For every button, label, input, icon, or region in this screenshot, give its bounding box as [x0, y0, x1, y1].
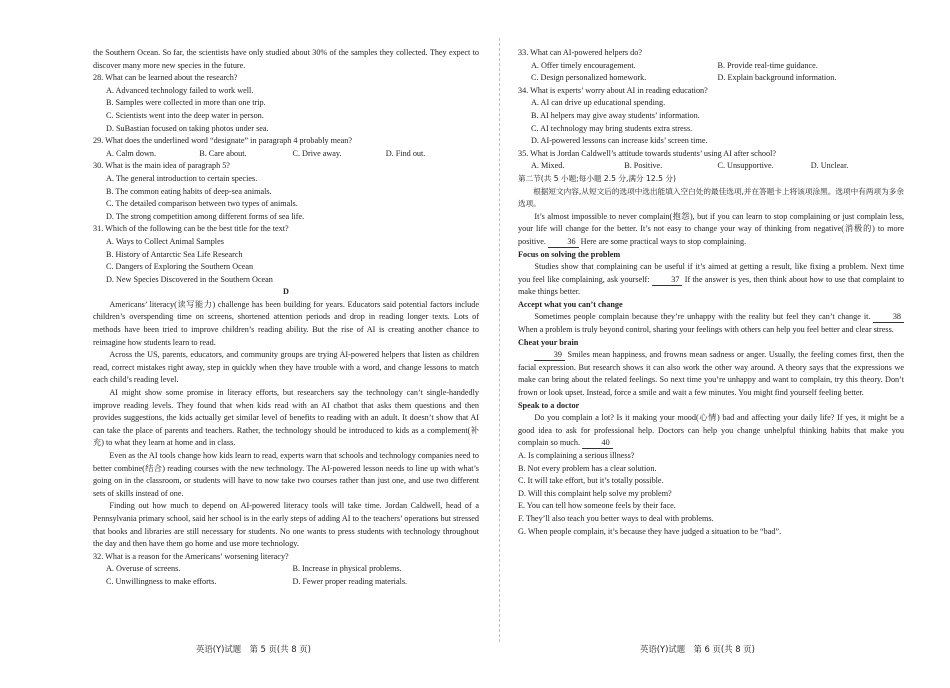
option: A. The general introduction to certain species.: [106, 173, 258, 183]
option: D. SuBastian focused on taking photos under sea.: [106, 123, 269, 133]
cloze-text: Here are some practical ways to stop complaining.: [580, 236, 747, 246]
blank-36: 36: [548, 237, 579, 248]
question-stem: 28. What can be learned about the research?: [93, 73, 238, 83]
subheading: Accept what you can’t change: [518, 299, 623, 309]
option: B. AI helpers may give away students’ information.: [531, 110, 700, 120]
options-row: [106, 576, 479, 589]
question-stem: 30. What is the main idea of paragraph 5?: [93, 161, 230, 171]
question-28: [93, 72, 479, 135]
question-stem: 33. What can AI-powered helpers do?: [518, 48, 642, 57]
option: D. Find out.: [385, 148, 426, 158]
section-d-heading: D: [283, 287, 289, 297]
cloze-text: When a problem is truly beyond control, sharing your feelings with others can help you feel better and clear stress.: [518, 325, 894, 335]
option: C. Scientists went into the deep water in person.: [106, 110, 264, 120]
page-footer-left: 英语(Y)试题 第 5 页(共 8 页): [196, 644, 311, 654]
choice-list: [518, 450, 904, 538]
cloze-text: If the answer is yes, then think about how to use that complaint to make things better.: [518, 274, 905, 297]
subheading: Speak to a doctor: [518, 400, 580, 410]
blank-38: 38: [873, 312, 904, 323]
cloze-text: Smiles mean happiness, and frowns mean sadness or anger. Usually, the feeling comes first, then the facial expression. But research shows it can also work the other way around. A theory says that the expressions we make can bring about the related feelings. So next time you’re unhappy and want to complain, try this theory. Don’t frown or look upset. Instead, force a smile and wait a few minutes. You might find yourself feeling better.: [518, 350, 905, 398]
option: D. The strong competition among different forms of sea life.: [106, 211, 305, 221]
option: A. AI can drive up educational spending.: [531, 98, 666, 108]
option: C. Design personalized homework.: [531, 73, 647, 83]
cloze-paragraph: [518, 261, 904, 299]
cloze-text: Do you complain a lot? Is it making your mood(心情) bad and affecting your daily life? If yes, it might be a good idea to ask for professional help. Doctors can help you change unhelpful thinking habits that make you complain so much.: [518, 413, 904, 448]
cloze-text: Sometimes people complain because they’re unhappy with the reality but feel they can’t change it.: [534, 312, 871, 322]
choice-item: C. It will take effort, but it’s totally possible.: [518, 476, 664, 486]
passage-d-paragraph: Across the US, parents, educators, and community groups are trying AI-powered helpers that listen as children read, correct mistakes right away, step in quickly when they have trouble with a word, and change lessons to match each child’s reading level.: [93, 350, 479, 385]
passage-d-paragraph: AI might show some promise in literacy efforts, but researchers say the technology can’t single-handedly improve reading levels. They found that when kids read with an AI chatbot that asks them questions and then provides suggestions, the kids actually get similar level of benefits to reading with an adult. It doesn’t show that AI can take the place of parents and teachers. Rather, the technology should be introduced to kids as a complement(补充) to what they learn at home and in class.: [93, 388, 479, 448]
passage-d-paragraph: Even as the AI tools change how kids learn to read, experts warn that schools and technology companies need to better combine(结合) reading courses with the new technology. The AI-powered lesson needs to line up with what’s going on in the classroom, or students will have to now take two courses rather than just one, and use two different sets of skills instead of one.: [93, 451, 479, 498]
option: A. Mixed.: [531, 161, 565, 171]
option: B. Positive.: [624, 161, 663, 171]
choice-item: G. When people complain, it’s because they have judged a situation to be “bad”.: [518, 526, 782, 536]
option: D. Unclear.: [810, 161, 849, 171]
subheading: Focus on solving the problem: [518, 249, 621, 259]
option: C. Unsupportive.: [717, 161, 774, 171]
option: C. The detailed comparison between two types of animals.: [106, 199, 298, 209]
passage-c-ending: the Southern Ocean. So far, the scientists have only studied about 30% of the samples they collected. They expect to discover many more new species in the future.: [93, 48, 479, 70]
option: B. Care about.: [199, 148, 247, 158]
option: C. Drive away.: [292, 148, 342, 158]
passage-d-paragraph: Finding out how much to depend on AI-powered literacy tools will take time. Jordan Caldwell, head of a Pennsylvania primary school, said her school is in the early steps of adding AI to the teachers’ operations but stressed that books and libraries are still necessary for students. No one wants to press students with technology throughout the day and then have them go home and use more technology.: [93, 501, 479, 549]
blank-40: 40: [582, 438, 613, 449]
section-2-title: 第二节(共 5 小题;每小题 2.5 分,满分 12.5 分): [518, 173, 676, 183]
option: C. AI technology may bring students extra stress.: [531, 123, 693, 133]
question-31: [93, 223, 479, 286]
cloze-paragraph: [518, 349, 904, 399]
option: B. History of Antarctic Sea Life Research: [106, 249, 243, 259]
option: B. The common eating habits of deep-sea animals.: [106, 186, 272, 196]
option: B. Samples were collected in more than one trip.: [106, 98, 266, 108]
question-stem: 29. What does the underlined word “designate” in paragraph 4 probably mean?: [93, 136, 353, 146]
option: A. Ways to Collect Animal Samples: [106, 236, 224, 246]
cloze-text: Studies show that complaining can be useful if it’s aimed at getting a result, like fixing a problem. Next time you feel like complaining, ask yourself:: [518, 262, 904, 284]
question-34: [518, 85, 904, 148]
passage-d-paragraph: Americans’ literacy(读写能力) challenge has been building for years. Educators said potential factors include children’s overspending time on screens, shortened attention periods and drop in reading longer texts. Lots of methods have been tried to improve children’s reading ability. But the rise of AI is creating another chance to reimagine how students learn to read.: [93, 299, 479, 347]
left-column: [93, 47, 479, 589]
options-row: [106, 148, 479, 161]
options-row: [531, 60, 904, 73]
right-column: [518, 47, 904, 538]
question-stem: 31. Which of the following can be the best title for the text?: [93, 224, 289, 234]
choice-item: D. Will this complaint help solve my problem?: [518, 488, 672, 498]
subheading: Cheat your brain: [518, 337, 579, 347]
choice-item: F. They’ll also teach you better ways to deal with problems.: [518, 513, 714, 523]
options-row: [531, 160, 904, 173]
cloze-text: It’s almost impossible to never complain(抱怨), but if you can learn to stop complaining or just complain less, your life will change for the better. It’s not easy to change your way of thinking from negative(消极的) to more positive.: [518, 211, 904, 246]
option: A. Calm down.: [106, 148, 157, 158]
option: C. Dangers of Exploring the Southern Ocean: [106, 262, 254, 272]
options-row: [106, 563, 479, 576]
question-29: [93, 135, 479, 160]
choice-item: A. Is complaining a serious illness?: [518, 451, 635, 460]
question-30: [93, 160, 479, 223]
choice-item: E. You can tell how someone feels by their face.: [518, 501, 676, 511]
choice-item: B. Not every problem has a clear solution.: [518, 463, 657, 473]
cloze-paragraph: [518, 211, 904, 249]
cloze-paragraph: [518, 311, 904, 336]
option: D. Explain background information.: [717, 73, 837, 83]
option: B. Increase in physical problems.: [292, 564, 402, 574]
question-32: [93, 551, 479, 589]
blank-37: 37: [652, 275, 683, 286]
option: A. Advanced technology failed to work well.: [106, 85, 254, 95]
section-2-instructions: 根据短文内容,从短文后的选项中选出能填入空白处的最佳选项,并在答题卡上将该项涂黑。选项中有两项为多余选项。: [518, 186, 904, 209]
blank-39: 39: [534, 350, 565, 361]
option: C. Unwillingness to make efforts.: [106, 576, 217, 586]
question-35: [518, 148, 904, 173]
option: A. Overuse of screens.: [106, 564, 181, 574]
option: D. New Species Discovered in the Southern Ocean: [106, 274, 273, 284]
cloze-paragraph: [518, 412, 904, 450]
page-footer-right: 英语(Y)试题 第 6 页(共 8 页): [640, 644, 755, 654]
question-33: [518, 47, 904, 85]
option: D. AI-powered lessons can increase kids’ screen time.: [531, 136, 708, 146]
column-divider: [499, 38, 500, 642]
options-row: [531, 72, 904, 85]
question-stem: 34. What is experts’ worry about AI in reading education?: [518, 85, 708, 95]
option: A. Offer timely encouragement.: [531, 60, 636, 70]
question-stem: 32. What is a reason for the Americans’ worsening literacy?: [93, 551, 289, 561]
option: D. Fewer proper reading materials.: [292, 576, 408, 586]
question-stem: 35. What is Jordan Caldwell’s attitude towards students’ using AI after school?: [518, 148, 777, 158]
option: B. Provide real-time guidance.: [717, 60, 818, 70]
